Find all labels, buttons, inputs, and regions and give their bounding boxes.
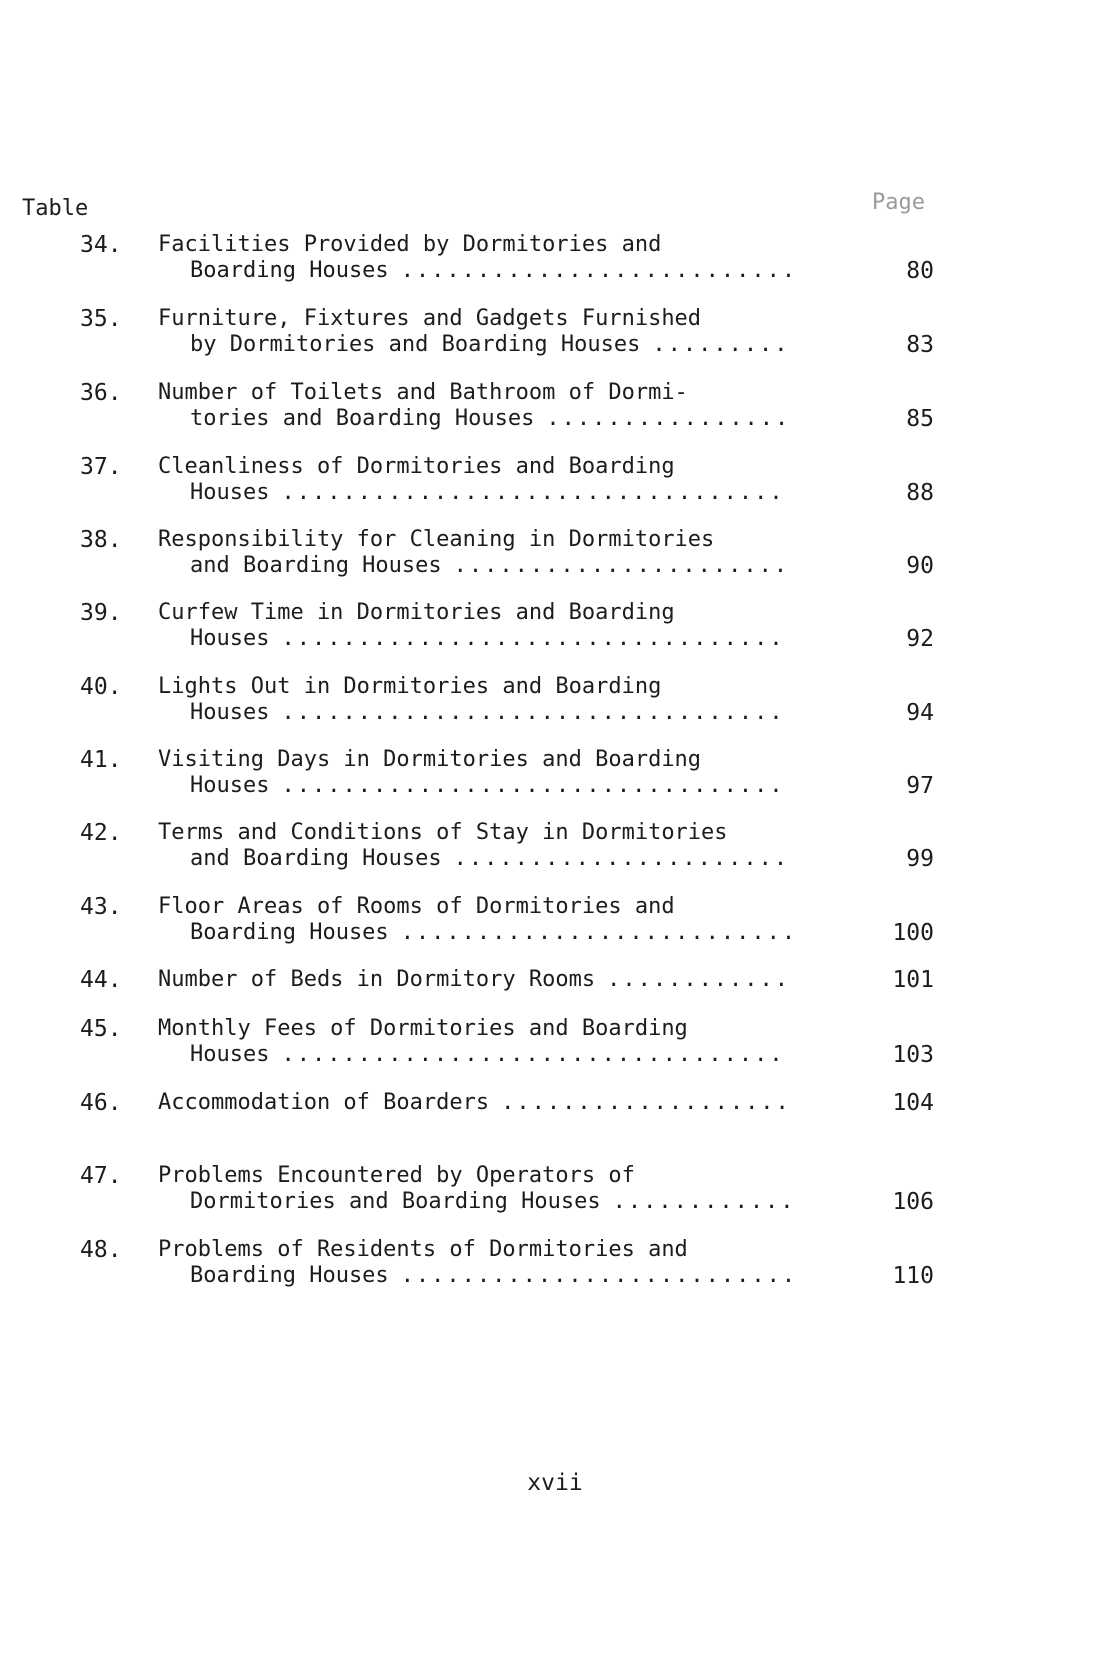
dot-leader: ................ [546, 406, 791, 431]
page-reference: 85 [906, 406, 934, 432]
table-title-line1: Curfew Time in Dormitories and Boarding [158, 600, 675, 625]
page-reference: 80 [906, 258, 934, 284]
dot-leader: ................................. [281, 626, 785, 651]
dot-leader: ............ [607, 967, 791, 992]
table-title-line2: and Boarding Houses [190, 553, 442, 578]
page-reference: 103 [892, 1042, 934, 1068]
table-title-line1: Problems of Residents of Dormitories and [158, 1237, 688, 1262]
table-title-line2: and Boarding Houses [190, 846, 442, 871]
page-reference: 99 [906, 846, 934, 872]
table-title-line1: Floor Areas of Rooms of Dormitories and [158, 894, 675, 919]
table-title-line1: Monthly Fees of Dormitories and Boarding [158, 1016, 688, 1041]
table-title-line2: Boarding Houses [190, 258, 389, 283]
table-number: 35. [80, 306, 122, 332]
table-number: 38. [80, 527, 122, 553]
page-reference: 97 [906, 773, 934, 799]
dot-leader: .......................... [400, 920, 798, 945]
table-number: 39. [80, 600, 122, 626]
page-column-header: Page [872, 190, 925, 215]
table-title-line1: Problems Encountered by Operators of [158, 1163, 635, 1188]
table-title-line1: Cleanliness of Dormitories and Boarding [158, 454, 675, 479]
table-number: 37. [80, 454, 122, 480]
table-title-line2: Houses [190, 700, 270, 725]
table-number: 44. [80, 967, 122, 993]
page-reference: 104 [892, 1090, 934, 1116]
page-number-footer: xvii [527, 1470, 583, 1496]
dot-leader: ......... [652, 332, 790, 357]
table-title-line1: Terms and Conditions of Stay in Dormitories [158, 820, 728, 845]
table-title-line1: Responsibility for Cleaning in Dormitories [158, 527, 715, 552]
table-title-line1: Furniture, Fixtures and Gadgets Furnished [158, 306, 702, 331]
page-reference: 92 [906, 626, 934, 652]
table-title-line1: Number of Beds in Dormitory Rooms [158, 967, 596, 992]
table-number: 48. [80, 1237, 122, 1263]
table-title-line1: Accommodation of Boarders [158, 1090, 490, 1115]
table-title-line1: Facilities Provided by Dormitories and [158, 232, 662, 257]
table-title-line2: Boarding Houses [190, 920, 389, 945]
dot-leader: .......................... [400, 1263, 798, 1288]
table-title-line2: Boarding Houses [190, 1263, 389, 1288]
table-number: 34. [80, 232, 122, 258]
dot-leader: ...................... [453, 846, 790, 871]
table-title-line2: by Dormitories and Boarding Houses [190, 332, 641, 357]
page-reference: 83 [906, 332, 934, 358]
dot-leader: ................................. [281, 1042, 785, 1067]
dot-leader: ................................. [281, 700, 785, 725]
table-title-line2: tories and Boarding Houses [190, 406, 535, 431]
table-column-header: Table [22, 196, 89, 221]
table-number: 36. [80, 380, 122, 406]
dot-leader: ................................. [281, 480, 785, 505]
table-number: 45. [80, 1016, 122, 1042]
dot-leader: ............ [612, 1189, 796, 1214]
dot-leader: .......................... [400, 258, 798, 283]
table-title-line2: Houses [190, 773, 270, 798]
table-title-line2: Houses [190, 480, 270, 505]
table-title-line2: Houses [190, 626, 270, 651]
page-reference: 106 [892, 1189, 934, 1215]
table-number: 42. [80, 820, 122, 846]
table-number: 46. [80, 1090, 122, 1116]
table-title-line2: Houses [190, 1042, 270, 1067]
table-title-line2: Dormitories and Boarding Houses [190, 1189, 601, 1214]
table-number: 41. [80, 747, 122, 773]
page-reference: 88 [906, 480, 934, 506]
page-reference: 110 [892, 1263, 934, 1289]
table-title-line1: Lights Out in Dormitories and Boarding [158, 674, 662, 699]
dot-leader: ...................... [453, 553, 790, 578]
table-title-line1: Number of Toilets and Bathroom of Dormi- [158, 380, 688, 405]
table-title-line1: Visiting Days in Dormitories and Boarding [158, 747, 702, 772]
dot-leader: ................................. [281, 773, 785, 798]
page-reference: 94 [906, 700, 934, 726]
table-number: 47. [80, 1163, 122, 1189]
table-number: 43. [80, 894, 122, 920]
page-reference: 101 [892, 967, 934, 993]
page-reference: 90 [906, 553, 934, 579]
table-number: 40. [80, 674, 122, 700]
dot-leader: ................... [501, 1090, 791, 1115]
page-reference: 100 [892, 920, 934, 946]
